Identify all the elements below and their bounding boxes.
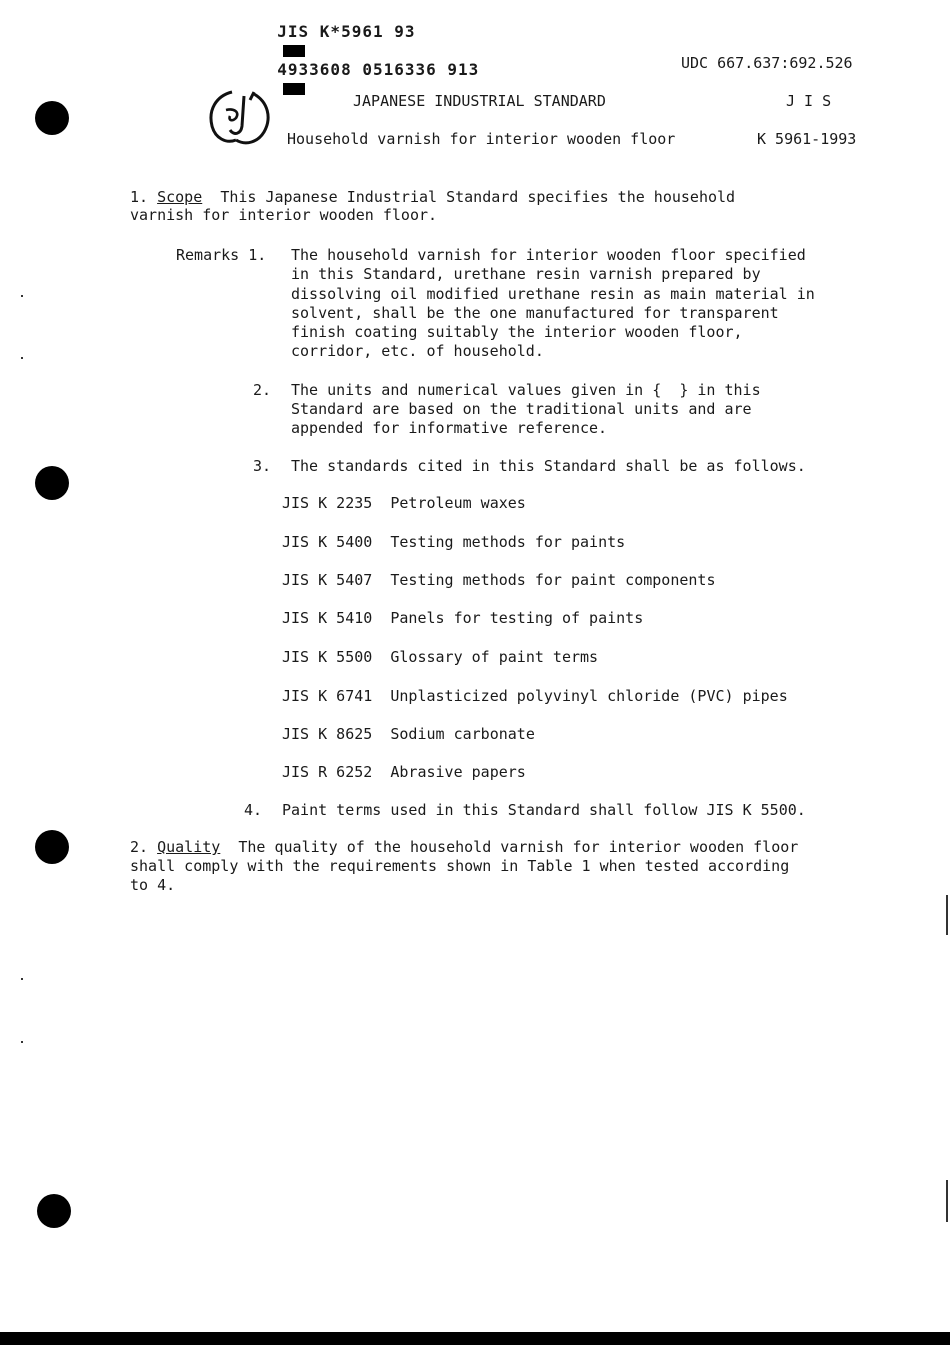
standard-code: JIS K 8625 <box>282 725 373 743</box>
quality-text-line3: to 4. <box>130 876 176 894</box>
remarks-label: Remarks 1. <box>176 246 267 264</box>
scope-heading: Scope <box>157 188 203 206</box>
standard-number: K 5961-1993 <box>757 130 857 148</box>
quality-number: 2. <box>130 838 149 856</box>
remark-1-line4: solvent, shall be the one manufactured for transparent <box>291 304 779 322</box>
standard-code: JIS K 5410 <box>282 609 373 627</box>
scope-section <box>130 188 735 207</box>
standard-code: JIS K 5400 <box>282 533 373 551</box>
organization-name: JAPANESE INDUSTRIAL STANDARD <box>353 92 606 110</box>
remark-1-line3: dissolving oil modified urethane resin as main material in <box>291 285 815 303</box>
scope-number: 1. <box>130 188 149 206</box>
udc-number: UDC 667.637:692.526 <box>681 54 853 72</box>
list-item <box>282 609 643 628</box>
remark-1-line1: The household varnish for interior wooden floor specified <box>291 246 806 264</box>
standard-code: JIS K 2235 <box>282 494 373 512</box>
quality-section <box>130 838 798 857</box>
scan-edge-mark <box>946 1180 948 1222</box>
list-item <box>282 763 526 782</box>
standard-name: Petroleum waxes <box>390 494 526 512</box>
binder-hole <box>35 101 69 135</box>
scope-text-line1: This Japanese Industrial Standard specifies the household <box>220 188 736 206</box>
scan-dot <box>21 1041 23 1043</box>
jis-mark-text: J I S <box>786 92 832 110</box>
binder-hole <box>37 1194 71 1228</box>
standard-code: JIS K 6741 <box>282 687 373 705</box>
scan-bottom-edge <box>0 1332 950 1345</box>
remark-4-text: Paint terms used in this Standard shall follow JIS K 5500. <box>282 801 806 819</box>
scan-dot <box>21 295 23 297</box>
quality-text-line2: shall comply with the requirements shown in Table 1 when tested according <box>130 857 790 875</box>
document-code-part2: 4933608 0516336 913 <box>277 60 480 79</box>
quality-heading: Quality <box>157 838 221 856</box>
remark-1-line6: corridor, etc. of household. <box>291 342 544 360</box>
list-item <box>282 687 788 706</box>
remark-2-line2: Standard are based on the traditional units and are <box>291 400 752 418</box>
black-mark <box>283 45 305 57</box>
black-mark <box>283 83 305 95</box>
scan-dot <box>21 357 23 359</box>
standard-name: Panels for testing of paints <box>390 609 644 627</box>
list-item <box>282 571 715 590</box>
binder-hole <box>35 830 69 864</box>
remark-2-number: 2. <box>253 381 272 399</box>
remark-4-number: 4. <box>244 801 263 819</box>
list-item <box>282 725 535 744</box>
standard-name: Glossary of paint terms <box>390 648 599 666</box>
list-item <box>282 494 526 513</box>
remark-1-line2: in this Standard, urethane resin varnish prepared by <box>291 265 761 283</box>
remark-3-text: The standards cited in this Standard shall be as follows. <box>291 457 806 475</box>
remark-2-line3: appended for informative reference. <box>291 419 608 437</box>
standard-name: Testing methods for paint components <box>390 571 716 589</box>
document-code <box>256 3 479 98</box>
standard-code: JIS R 6252 <box>282 763 373 781</box>
standard-name: Sodium carbonate <box>390 725 535 743</box>
standard-name: Abrasive papers <box>390 763 526 781</box>
remark-2-line1: The units and numerical values given in { } in this <box>291 381 761 399</box>
document-code-part1: JIS K*5961 93 <box>277 22 416 41</box>
standard-title: Household varnish for interior wooden floor <box>287 130 676 148</box>
standard-name: Unplasticized polyvinyl chloride (PVC) pipes <box>390 687 788 705</box>
remark-1-line5: finish coating suitably the interior wooden floor, <box>291 323 743 341</box>
jis-logo-icon <box>206 86 274 150</box>
standard-name: Testing methods for paints <box>390 533 626 551</box>
standard-code: JIS K 5407 <box>282 571 373 589</box>
standard-code: JIS K 5500 <box>282 648 373 666</box>
scan-dot <box>21 978 23 980</box>
quality-text-line1: The quality of the household varnish for interior wooden floor <box>238 838 799 856</box>
scan-edge-mark <box>946 895 948 935</box>
list-item <box>282 648 598 667</box>
binder-hole <box>35 466 69 500</box>
remark-3-number: 3. <box>253 457 272 475</box>
list-item <box>282 533 625 552</box>
scope-text-line2: varnish for interior wooden floor. <box>130 206 438 224</box>
